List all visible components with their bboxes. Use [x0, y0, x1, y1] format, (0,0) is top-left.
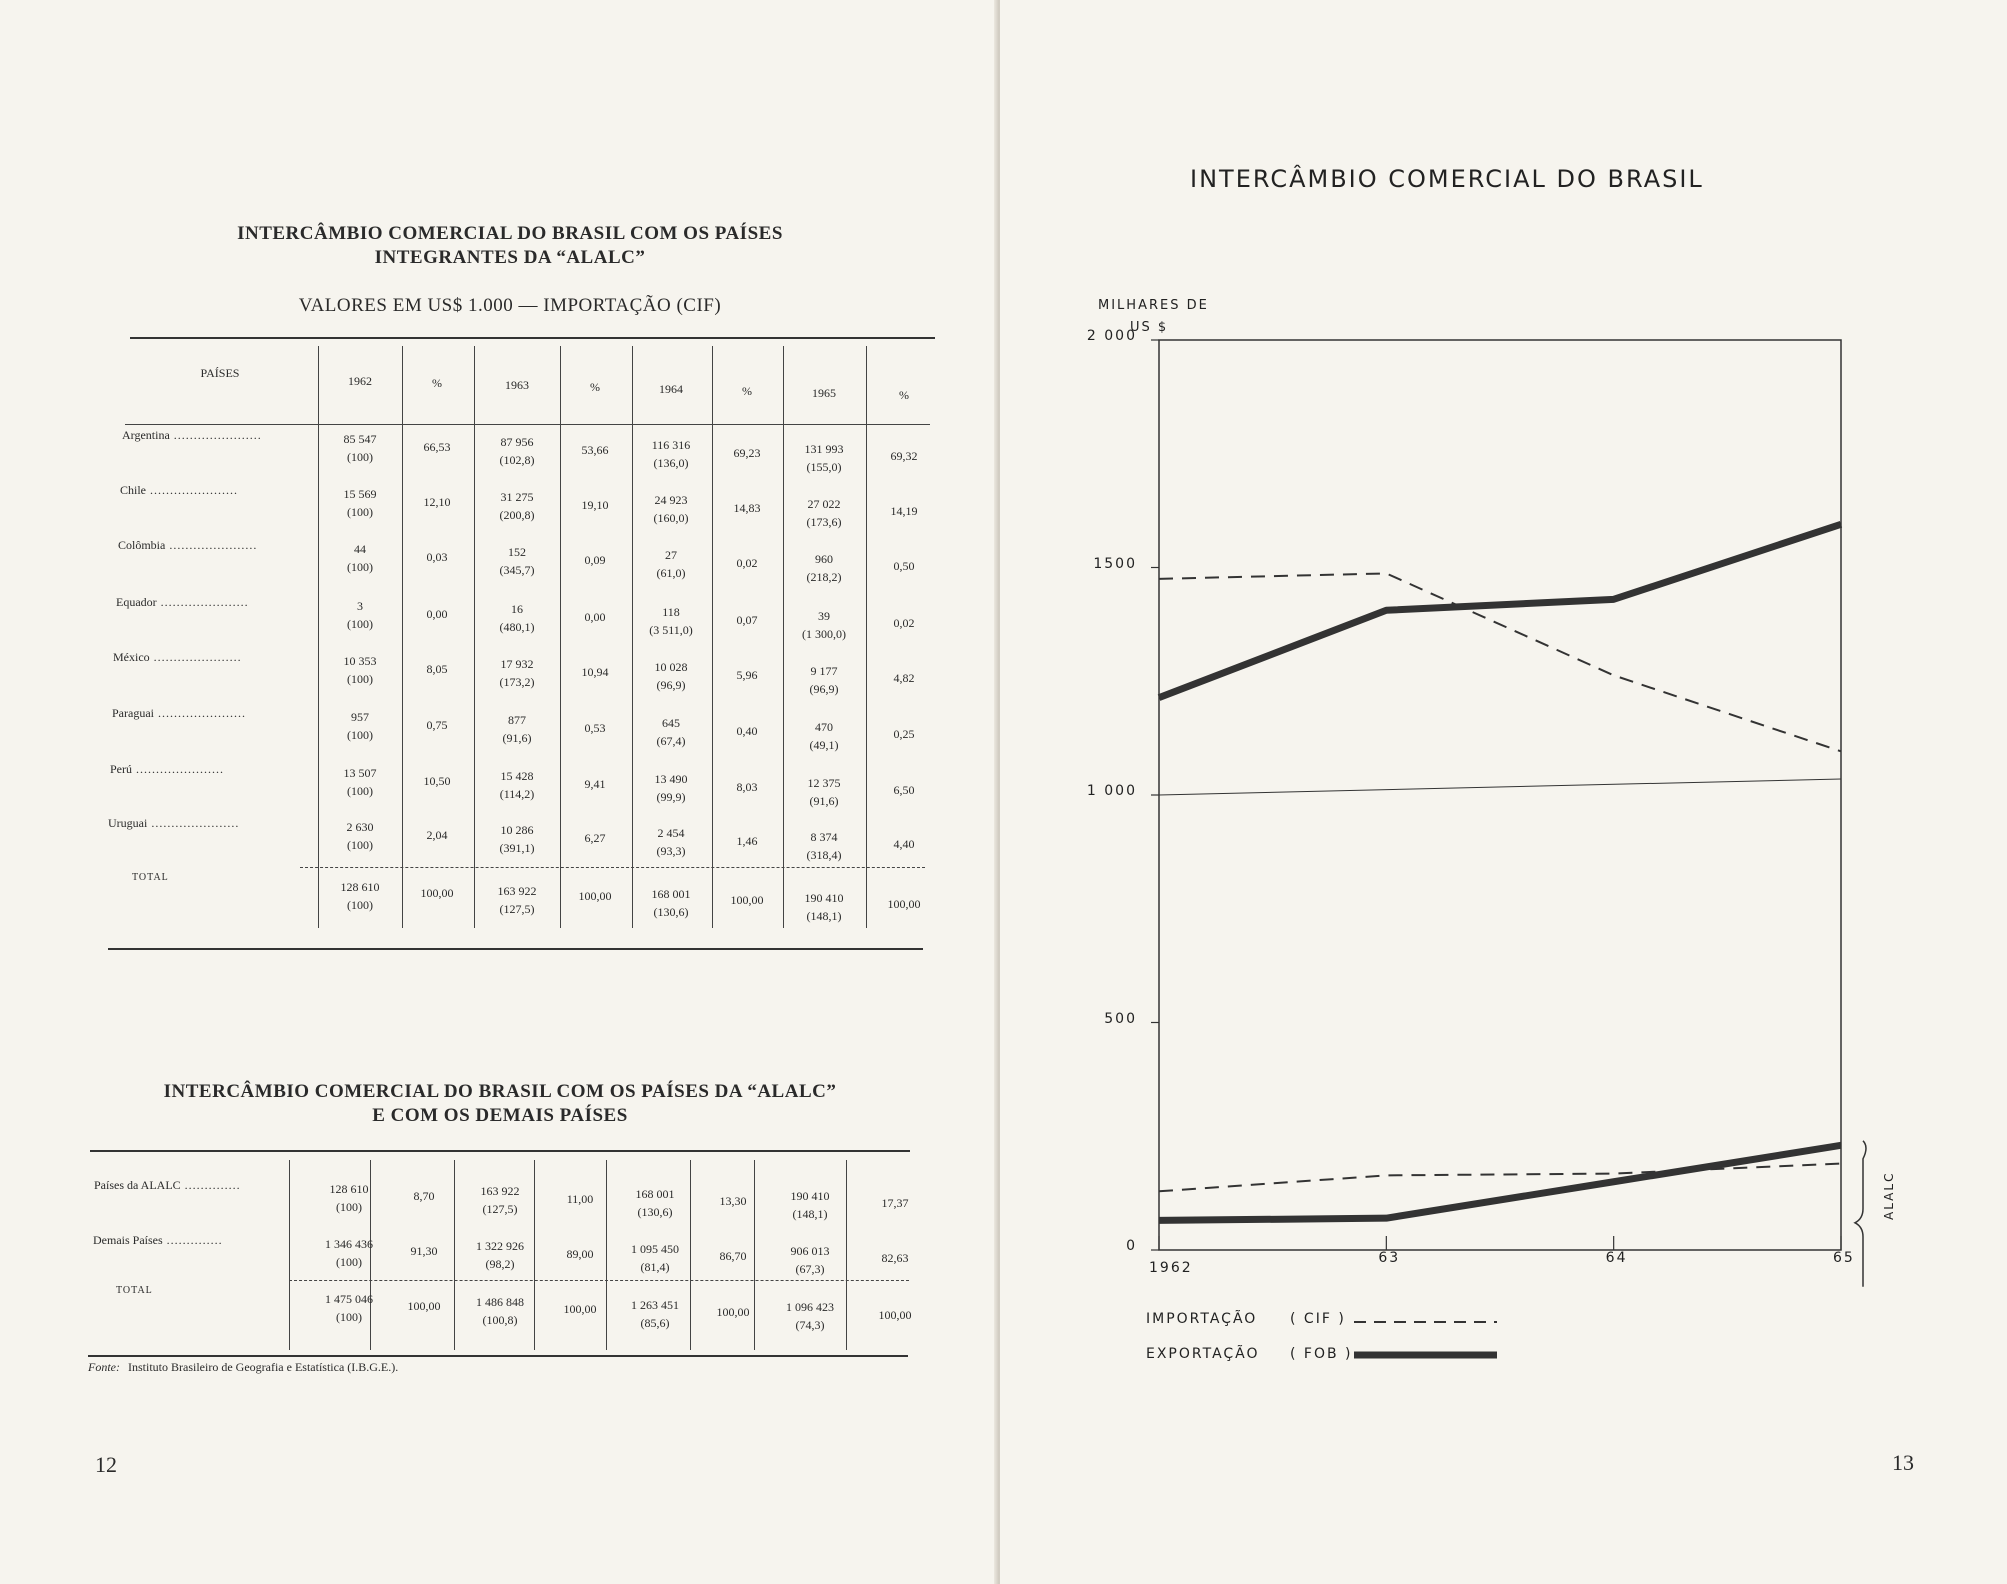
table1-value-cell: 3: [357, 599, 363, 613]
table1-index-cell: (100): [347, 450, 373, 464]
left-page: [0, 0, 996, 1584]
table1-percent-cell: 2,04: [426, 828, 448, 842]
table1-percent-cell: 14,19: [890, 504, 918, 518]
table1-header-col: %: [590, 380, 600, 394]
table1-percent-cell: 10,50: [423, 774, 451, 788]
import-line-alalc: [1159, 1164, 1841, 1192]
table1-index-cell: (61,0): [656, 566, 686, 580]
source-note: [88, 1360, 398, 1375]
table1-value-cell: 152: [508, 545, 526, 559]
table1-value-cell: 116 316: [651, 438, 691, 452]
table1-value-cell: 13 490: [654, 772, 688, 786]
leader-dots: ......................: [147, 816, 240, 830]
y-tick-label: 0: [1126, 1238, 1137, 1254]
table1-bottom-rule: [108, 948, 923, 950]
table1-index-cell: (480,1): [499, 620, 535, 634]
table1-header-rule: [125, 424, 930, 425]
table1-index-cell: (200,8): [499, 508, 535, 522]
table1-value-cell: 10 028: [654, 660, 688, 674]
table1-index-cell: (49,1): [809, 738, 839, 752]
table1-index-cell: (318,4): [806, 848, 842, 862]
table2-index-cell: (100): [336, 1255, 362, 1269]
table1-percent-cell: 0,53: [584, 721, 606, 735]
leader-dots: ..............: [162, 1233, 223, 1247]
table1-country-name: Paraguai ......................: [112, 706, 246, 720]
table1-index-cell: (114,2): [499, 787, 535, 801]
table1-value-cell: 15 428: [500, 769, 534, 783]
table1-value-cell: 470: [815, 720, 833, 734]
table2-percent-cell: 11,00: [566, 1192, 594, 1206]
table1-country-name: Chile ......................: [120, 483, 238, 497]
table1-percent-cell: 69,32: [890, 449, 918, 463]
table2-percent-cell: 13,30: [719, 1194, 747, 1208]
table2-total-value: 1 096 423: [786, 1300, 834, 1314]
table1-index-cell: (96,9): [656, 678, 686, 692]
y-tick-label: 1 000: [1086, 783, 1137, 799]
table1-country-name: México ......................: [113, 650, 242, 664]
table1-index-cell: (67,4): [656, 734, 686, 748]
import-line-total: [1159, 573, 1841, 751]
table1-percent-cell: 6,50: [893, 783, 915, 797]
table1-percent-cell: 6,27: [584, 831, 606, 845]
table1-top-rule: [130, 337, 935, 339]
table1-value-cell: 16: [511, 602, 523, 616]
table1-percent-cell: 69,23: [733, 446, 761, 460]
table1-title-line2: INTEGRANTES DA “ALALC”: [374, 247, 646, 268]
table2-index-cell: (130,6): [637, 1205, 673, 1219]
export-line-total: [1159, 524, 1841, 697]
table1-total-percent: 100,00: [730, 893, 764, 907]
source-label: Fonte:: [88, 1360, 120, 1374]
table1-percent-cell: 0,75: [426, 718, 448, 732]
plot-frame: [1159, 340, 1841, 1250]
table1-index-cell: (93,3): [656, 844, 686, 858]
table2-total-rule: [289, 1280, 909, 1281]
table2-total-value: 1 263 451: [631, 1298, 679, 1312]
table1-value-cell: 10 353: [343, 654, 377, 668]
table1-country-name: Equador ......................: [116, 595, 249, 609]
page-number-left: 12: [95, 1452, 117, 1477]
table2-value-cell: 163 922: [480, 1184, 520, 1198]
table1-header-col: 1964: [659, 382, 683, 396]
table1-percent-cell: 5,96: [736, 668, 758, 682]
table1-title: [190, 222, 830, 270]
table2-total-percent: 100,00: [563, 1302, 597, 1316]
table1-value-cell: 2 454: [657, 826, 685, 840]
table2-value-cell: 1 346 436: [325, 1237, 373, 1251]
table1-value-cell: 957: [351, 710, 369, 724]
table1-percent-cell: 53,66: [581, 443, 609, 457]
table1-total-index: (100): [347, 898, 373, 912]
table1-percent-cell: 0,07: [736, 613, 758, 627]
legend-import-label: IMPORTAÇÃO: [1146, 1311, 1258, 1327]
x-tick-label: 64: [1605, 1250, 1628, 1266]
table1-index-cell: (345,7): [499, 563, 535, 577]
table2-value-cell: 906 013: [790, 1244, 830, 1258]
leader-dots: ......................: [169, 428, 262, 442]
table1-index-cell: (155,0): [806, 460, 842, 474]
table1-index-cell: (102,8): [499, 453, 535, 467]
table1-value-cell: 44: [354, 542, 366, 556]
table2-index-cell: (98,2): [485, 1257, 515, 1271]
table1-index-cell: (100): [347, 672, 373, 686]
source-text: Instituto Brasileiro de Geografia e Estatística (I.B.G.E.).: [128, 1360, 399, 1374]
table2-bottom-rule: [88, 1355, 908, 1357]
table1-percent-cell: 9,41: [584, 777, 606, 791]
table2-total-value: 1 475 046: [325, 1292, 373, 1306]
table2-total-index: (74,3): [795, 1318, 825, 1332]
x-tick-label: 63: [1378, 1250, 1401, 1266]
table1-percent-cell: 0,00: [584, 610, 606, 624]
table1-percent-cell: 0,02: [736, 556, 758, 570]
table2-value-cell: 168 001: [635, 1187, 675, 1201]
table1-index-cell: (100): [347, 728, 373, 742]
table1-value-cell: 15 569: [343, 487, 377, 501]
table2-total-percent: 100,00: [407, 1299, 441, 1313]
table2-total-index: (100): [336, 1310, 362, 1324]
right-page: [1000, 0, 2007, 1584]
table1-percent-cell: 8,03: [736, 780, 758, 794]
table1-value-cell: 960: [815, 552, 833, 566]
table2-percent-cell: 91,30: [410, 1244, 438, 1258]
table1-percent-cell: 0,02: [893, 616, 915, 630]
table1-subtitle: VALORES EM US$ 1.000 — IMPORTAÇÃO (CIF): [298, 295, 722, 316]
table1-header-col: 1965: [812, 386, 836, 400]
legend-export-label: EXPORTAÇÃO: [1146, 1346, 1260, 1362]
table1-percent-cell: 0,00: [426, 607, 448, 621]
table1-country-name: Uruguai ......................: [108, 816, 240, 830]
table1-total-index: (148,1): [806, 909, 842, 923]
table1-index-cell: (3 511,0): [649, 623, 693, 637]
table1-percent-cell: 0,40: [736, 724, 758, 738]
x-tick-label: 1962: [1149, 1260, 1193, 1276]
leader-dots: ......................: [165, 538, 258, 552]
export-line-alalc: [1159, 1145, 1841, 1220]
table1-index-cell: (99,9): [656, 790, 686, 804]
table1-header-col: 1962: [348, 374, 372, 388]
table1-value-cell: 27 022: [807, 497, 841, 511]
table1-value-cell: 10 286: [500, 823, 534, 837]
table1-country-name: Argentina ......................: [122, 428, 262, 442]
table1-index-cell: (173,2): [499, 675, 535, 689]
y-axis-label-line1: MILHARES DE: [1098, 298, 1209, 313]
table1-total-index: (130,6): [653, 905, 689, 919]
table1-value-cell: 13 507: [343, 766, 377, 780]
table1-total-percent: 100,00: [887, 897, 921, 911]
alalc-side-label: ALALC: [1882, 1171, 1896, 1220]
chart-title: INTERCÂMBIO COMERCIAL DO BRASIL: [1190, 165, 1704, 193]
table1-index-cell: (218,2): [806, 570, 842, 584]
table1-value-cell: 131 993: [804, 442, 844, 456]
table2-total-label: TOTAL: [116, 1285, 153, 1296]
table2-value-cell: 190 410: [790, 1189, 830, 1203]
table2-index-cell: (100): [336, 1200, 362, 1214]
table1-total-value: 168 001: [651, 887, 691, 901]
table2-percent-cell: 89,00: [566, 1247, 594, 1261]
table1-percent-cell: 10,94: [581, 665, 609, 679]
table2-index-cell: (148,1): [792, 1207, 828, 1221]
table1-value-cell: 12 375: [807, 776, 841, 790]
table1-percent-cell: 4,40: [893, 837, 915, 851]
leader-dots: ..............: [180, 1178, 241, 1192]
table1-percent-cell: 0,50: [893, 559, 915, 573]
table1-total-percent: 100,00: [420, 886, 454, 900]
table1-index-cell: (100): [347, 560, 373, 574]
table2-top-rule: [90, 1150, 910, 1152]
table2-total-percent: 100,00: [878, 1308, 912, 1322]
leader-dots: ......................: [146, 483, 238, 497]
table1-index-cell: (391,1): [499, 841, 535, 855]
table1-index-cell: (160,0): [653, 511, 689, 525]
leader-dots: ......................: [132, 762, 224, 776]
table2-total-index: (100,8): [482, 1313, 518, 1327]
table1-header-col: %: [742, 384, 752, 398]
table2-percent-cell: 8,70: [413, 1189, 435, 1203]
table2-percent-cell: 17,37: [881, 1196, 909, 1210]
table1-value-cell: 877: [508, 713, 526, 727]
leader-dots: ......................: [156, 595, 249, 609]
table1-index-cell: (91,6): [809, 794, 839, 808]
table1-value-cell: 27: [665, 548, 677, 562]
table1-index-cell: (136,0): [653, 456, 689, 470]
table1-index-cell: (100): [347, 838, 373, 852]
table1-index-cell: (96,9): [809, 682, 839, 696]
table1-header-col: %: [432, 376, 442, 390]
y-axis-label-line2: US $: [1130, 320, 1169, 335]
leader-dots: ......................: [153, 706, 246, 720]
table1-total-value: 128 610: [340, 880, 380, 894]
table1-percent-cell: 14,83: [733, 501, 761, 515]
table1-value-cell: 24 923: [654, 493, 688, 507]
table1-value-cell: 645: [662, 716, 680, 730]
table1-value-cell: 85 547: [343, 432, 377, 446]
table2-total-percent: 100,00: [716, 1305, 750, 1319]
leader-dots: ......................: [149, 650, 242, 664]
table1-value-cell: 2 630: [346, 820, 374, 834]
table1-value-cell: 87 956: [500, 435, 534, 449]
alalc-brace: [1855, 1141, 1866, 1287]
table1-total-percent: 100,00: [578, 889, 612, 903]
table1-value-cell: 8 374: [810, 830, 838, 844]
y-tick-label: 2 000: [1086, 328, 1137, 344]
table1-percent-cell: 19,10: [581, 498, 609, 512]
legend-import-qualifier: ( CIF ): [1290, 1311, 1346, 1327]
table1-index-cell: (91,6): [502, 731, 532, 745]
table1-total-value: 163 922: [497, 884, 537, 898]
table2-index-cell: (127,5): [482, 1202, 518, 1216]
legend-export-qualifier: ( FOB ): [1290, 1346, 1353, 1362]
table2-column-divider: [289, 1160, 290, 1350]
table1-total-index: (127,5): [499, 902, 535, 916]
table1-percent-cell: 12,10: [423, 495, 451, 509]
table1-country-name: Colômbia ......................: [118, 538, 258, 552]
table2-index-cell: (81,4): [640, 1260, 670, 1274]
table1-total-value: 190 410: [804, 891, 844, 905]
table1-percent-cell: 4,82: [893, 671, 915, 685]
table1-value-cell: 9 177: [810, 664, 838, 678]
table1-value-cell: 118: [662, 605, 680, 619]
table1-index-cell: (173,6): [806, 515, 842, 529]
table2-value-cell: 1 095 450: [631, 1242, 679, 1256]
table2-index-cell: (67,3): [795, 1262, 825, 1276]
table2-total-index: (85,6): [640, 1316, 670, 1330]
x-tick-label: 65: [1833, 1250, 1855, 1266]
table1-percent-cell: 0,25: [893, 727, 915, 741]
table1-index-cell: (100): [347, 505, 373, 519]
table1-index-cell: (100): [347, 784, 373, 798]
table1-value-cell: 17 932: [500, 657, 534, 671]
table1-index-cell: (100): [347, 617, 373, 631]
table1-total-rule: [300, 867, 925, 868]
table2-percent-cell: 86,70: [719, 1249, 747, 1263]
table1-total-label: TOTAL: [132, 872, 169, 883]
table1-index-cell: (1 300,0): [802, 627, 846, 641]
table1-header-col: 1963: [505, 378, 529, 392]
y-tick-label: 500: [1104, 1010, 1137, 1027]
table2-row-label: Países da ALALC ..............: [94, 1178, 241, 1192]
y-tick-label: 1500: [1093, 555, 1137, 572]
table1-value-cell: 31 275: [500, 490, 534, 504]
table1-value-cell: 39: [818, 609, 830, 623]
table2-value-cell: 1 322 926: [476, 1239, 524, 1253]
page-number-right: 13: [1892, 1450, 1914, 1475]
reference-line-1000: [1159, 779, 1841, 795]
table2-total-value: 1 486 848: [476, 1295, 524, 1309]
table1-header-col: %: [899, 388, 909, 402]
table1-percent-cell: 1,46: [736, 834, 758, 848]
table2-title-line2: E COM OS DEMAIS PAÍSES: [372, 1105, 628, 1126]
table1-percent-cell: 0,09: [584, 553, 606, 567]
table2-title: [140, 1080, 860, 1128]
table1-header-paises: PAÍSES: [200, 366, 240, 380]
table1-percent-cell: 0,03: [426, 550, 448, 564]
table2-value-cell: 128 610: [329, 1182, 369, 1196]
table2-percent-cell: 82,63: [881, 1251, 909, 1265]
table1-percent-cell: 8,05: [426, 662, 448, 676]
table2-row-label: Demais Países ..............: [93, 1233, 223, 1247]
table1-country-name: Perú ......................: [110, 762, 224, 776]
table1-percent-cell: 66,53: [423, 440, 451, 454]
table1-title-line1: INTERCÂMBIO COMERCIAL DO BRASIL COM OS PAÍSES: [237, 223, 783, 244]
table2-title-line1: INTERCÂMBIO COMERCIAL DO BRASIL COM OS PAÍSES DA “ALALC”: [163, 1081, 837, 1102]
